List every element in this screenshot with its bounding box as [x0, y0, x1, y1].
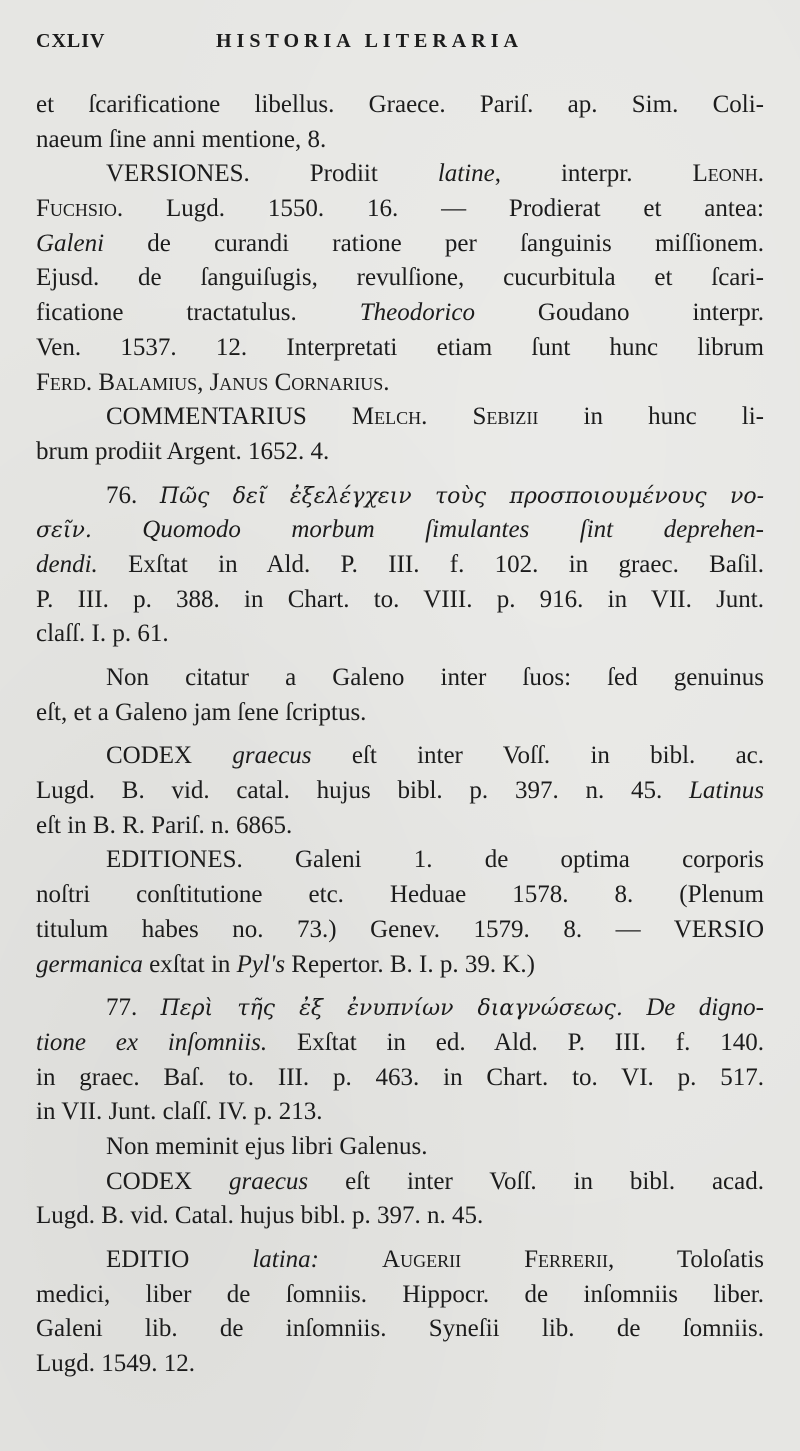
text-line [36, 88, 764, 123]
text-line [36, 948, 764, 983]
text-segment: EDITIO [106, 1246, 253, 1273]
text-line [36, 913, 764, 948]
text-line [36, 661, 764, 696]
text-line [36, 123, 764, 158]
text-segment: eſt, et a Galeno jam ſene ſcriptus. [36, 698, 367, 726]
text-segment: Πῶς δεῖ ἐξελέγχειν τοὺς προσποιουμένους νο- [159, 483, 764, 509]
text-segment: Non meminit ejus libri Galenus. [106, 1132, 428, 1160]
text-line [36, 227, 764, 262]
text-segment [623, 994, 646, 1021]
text-line [36, 809, 764, 844]
text-segment: noſtri conſtitutione etc. Heduae 1578. 8. (Plenum [36, 881, 764, 909]
text-line [36, 1347, 764, 1382]
text-line [36, 1199, 764, 1234]
text-segment: eſt inter Voſſ. in bibl. ac. [311, 742, 764, 770]
text-line [36, 296, 764, 331]
text-segment: ficatione tractatulus. [36, 299, 360, 327]
text-segment: CODEX [106, 742, 233, 770]
text-line [36, 583, 764, 618]
text-line [36, 1061, 764, 1096]
text-segment: exſtat in [142, 950, 237, 978]
text-segment: 76. [106, 481, 160, 509]
text-line [36, 739, 764, 774]
text-segment: VERSIONES. Prodiit [106, 160, 438, 188]
text-segment: Lugd. B. vid. Catal. hujus bibl. p. 397. n. 45. [36, 1202, 484, 1230]
text-segment: Goudano interpr. [474, 299, 764, 327]
text-segment: P. III. p. 388. in Chart. to. VIII. p. 916. in VII. Junt. [36, 585, 764, 613]
text-segment: σεῖν. [36, 518, 92, 544]
text-line [36, 1165, 764, 1200]
text-segment: Περὶ τῆς ἐξ ἐνυπνίων διαγνώσεως. [160, 996, 623, 1022]
text-segment: Quomodo morbum ſimulantes ſint deprehen- [142, 516, 764, 544]
text-line [36, 400, 764, 435]
text-line [36, 192, 764, 227]
text-segment: Exſtat in ed. Ald. P. III. f. 140. [267, 1028, 764, 1056]
text-line [36, 1278, 764, 1313]
text-segment: De digno- [646, 994, 764, 1022]
text-line [36, 435, 764, 470]
text-segment: graecus [232, 742, 312, 770]
text-line [36, 696, 764, 731]
text-segment: Augerii Ferrerii [382, 1246, 609, 1273]
text-segment: Galeni [36, 229, 105, 257]
text-line [36, 617, 764, 652]
text-line [36, 878, 764, 913]
text-segment: Theodorico [359, 299, 475, 327]
text-line [36, 991, 764, 1026]
text-segment: Repertor. B. I. p. 39. K.) [285, 950, 536, 978]
text-segment: claſſ. I. p. 61. [36, 620, 169, 648]
text-segment [92, 516, 142, 543]
text-segment: Ferd. Balamius, Janus Cornarius. [36, 368, 390, 396]
text-line [36, 774, 764, 809]
page-number: CXLIV [36, 30, 106, 52]
text-segment: de curandi ratione per ſanguinis miſſionem. [104, 229, 764, 257]
running-head [36, 30, 764, 60]
text-segment: titulum habes no. 73.) Genev. 1579. 8. — VERSIO [36, 915, 764, 943]
text-line [36, 1243, 764, 1278]
text-line [36, 1312, 764, 1347]
text-segment: Fuchsio. [36, 195, 124, 223]
text-segment: EDITIONES. Galeni 1. de optima corporis [106, 846, 764, 874]
text-line [36, 157, 764, 192]
text-segment: , Toloſatis [608, 1246, 764, 1273]
text-segment: Lugd. 1550. 16. — Prodierat et antea: [123, 195, 764, 223]
text-segment: Lugd. 1549. 12. [36, 1350, 196, 1378]
text-segment: brum prodiit Argent. 1652. 4. [36, 437, 330, 465]
text-line [36, 843, 764, 878]
text-line [36, 1095, 764, 1130]
text-line [36, 1026, 764, 1061]
text-segment: , interpr. [494, 160, 693, 188]
text-segment: in graec. Baſ. to. III. p. 463. in Chart. to. VI. p. 517. [36, 1063, 764, 1091]
text-segment: latine [437, 160, 495, 188]
text-segment: Non citatur a Galeno inter ſuos: ſed genuinus [106, 664, 764, 691]
text-segment: Pyl's [236, 950, 286, 978]
running-title: HISTORIA LITERARIA [216, 30, 523, 52]
text-segment: germanica [36, 950, 143, 978]
text-segment: dendi. [36, 550, 98, 578]
text-segment: Lugd. B. vid. catal. hujus bibl. p. 397. n. 45. [36, 777, 689, 805]
text-segment: Exſtat in Ald. P. III. f. 102. in graec. Baſil. [97, 550, 764, 578]
text-segment: Leonh. [692, 160, 764, 188]
body-text [36, 88, 764, 1382]
text-segment: eſt inter Voſſ. in bibl. acad. [308, 1167, 764, 1195]
text-segment: tione ex inſomniis. [36, 1028, 268, 1056]
text-segment: Melch. Sebizii [351, 403, 539, 431]
text-line [36, 366, 764, 401]
text-segment: in VII. Junt. claſſ. IV. p. 213. [36, 1098, 323, 1126]
text-segment: Ejusd. de ſanguiſugis, revulſione, cucurbitula et ſcari- [36, 264, 764, 292]
text-segment: latina: [252, 1246, 320, 1273]
text-segment: naeum ſine anni mentione, 8. [36, 125, 327, 153]
text-segment: medici, liber de ſomniis. Hippocr. de inſomniis liber. [36, 1280, 764, 1308]
text-segment [319, 1246, 382, 1273]
text-segment: in hunc li- [538, 403, 764, 431]
text-line [36, 548, 764, 583]
text-line [36, 479, 764, 514]
text-segment: Ven. 1537. 12. Interpretati etiam ſunt hunc librum [36, 333, 764, 361]
text-segment: Latinus [688, 777, 764, 805]
text-line [36, 513, 764, 548]
text-segment: CODEX [106, 1167, 230, 1195]
text-segment: et ſcarificatione libellus. Graece. Pariſ. ap. Sim. Coli- [36, 91, 764, 118]
text-segment: eſt in B. R. Pariſ. n. 6865. [36, 811, 293, 839]
text-line [36, 331, 764, 366]
text-line [36, 1130, 764, 1165]
text-line [36, 261, 764, 296]
text-segment: Galeni lib. de inſomniis. Syneſii lib. de ſomniis. [36, 1315, 764, 1343]
text-segment: 77. [106, 994, 161, 1022]
text-segment: COMMENTARIUS [106, 403, 352, 431]
text-segment: graecus [229, 1167, 309, 1195]
